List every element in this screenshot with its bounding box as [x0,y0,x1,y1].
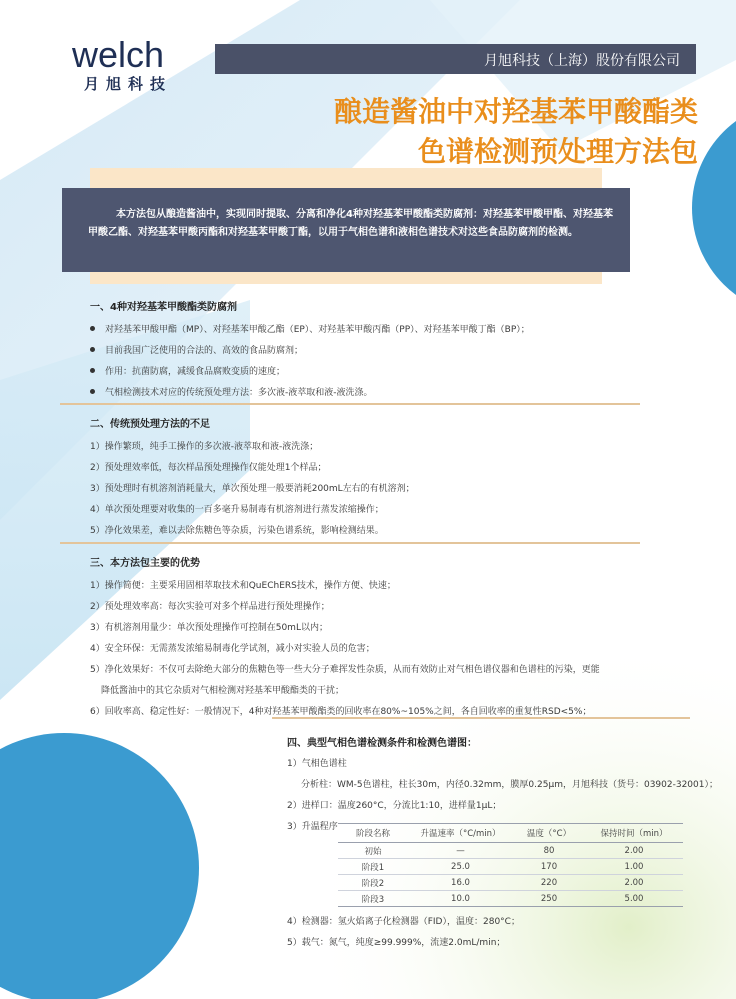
table-cell: 80 [513,843,585,859]
brand-logo [72,36,192,92]
intro-box [62,188,630,272]
list-item: 气相检测技术对应的传统预处理方法：多次液-液萃取和液-液洗涤。 [90,383,650,404]
condition-column-detail: 分析柱：WM-5色谱柱，柱长30m，内径0.32mm，膜厚0.25μm，月旭科技（货号：03902-32001）； [301,780,718,790]
logo-wordmark: welch [72,34,165,75]
logo-subtitle: 月旭科技 [84,75,173,93]
table-header-cell: 阶段名称 [338,824,408,843]
company-banner [215,44,696,74]
table-cell: 170 [513,859,585,875]
page-title [334,92,698,172]
condition-carrier-gas: 5）载气：氮气，纯度≥99.999%，流速2.0mL/min； [287,938,506,948]
section-title: 四、典型气相色谱检测条件和检测色谱图： [287,738,477,749]
table-header-cell: 保持时间（min） [585,824,683,843]
list-item: 6）回收率高、稳定性好：一般情况下，4种对羟基苯甲酸酯类的回收率在80%~105%之间，各自回收率的重复性RSD<5%； [90,707,592,717]
list-item: 2）预处理效率低，每次样品预处理操作仅能处理1个样品； [90,463,327,473]
section-preservatives [90,297,650,404]
bullet-icon [90,326,95,331]
list-item: 对羟基苯甲酸甲酯（MP）、对羟基苯甲酸乙酯（EP）、对羟基苯甲酸丙酯（PP）、对羟基苯甲酸丁酯（BP）； [90,320,650,341]
condition-inlet: 2）进样口：温度260°C，分流比1:10，进样量1μL； [287,801,502,811]
bullet-icon [90,389,95,394]
table-cell: 220 [513,875,585,891]
list-item: 作用：抗菌防腐，减缓食品腐败变质的速度； [90,362,650,383]
bullet-icon [90,347,95,352]
list-item: 1）操作繁琐，纯手工操作的多次液-液萃取和液-液洗涤； [90,442,319,452]
table-cell: 10.0 [408,891,513,907]
table-cell: 2.00 [585,843,683,859]
list-item: 3）预处理时有机溶剂消耗量大，单次预处理一般要消耗200mL左右的有机溶剂； [90,484,415,494]
list-item: 2）预处理效率高：每次实验可对多个样品进行预处理操作； [90,602,330,612]
condition-oven-program: 3）升温程序 [287,822,338,832]
list-item: 5）净化效果好：不仅可去除绝大部分的焦糖色等一些大分子难挥发性杂质，从而有效防止对气相色谱仪器和色谱柱的污染，更能 [90,665,600,675]
table-cell: 阶段2 [338,875,408,891]
section-shortcomings [90,414,650,542]
section-divider [60,542,640,544]
title-line-1: 酿造酱油中对羟基苯甲酸酯类 [333,95,698,128]
table-header-cell: 温度（°C） [513,824,585,843]
company-name: 月旭科技（上海）股份有限公司 [484,53,680,69]
section-advantages [90,553,650,723]
section-divider [60,403,640,405]
table-header-cell: 升温速率（°C/min） [408,824,513,843]
section-title: 二、传统预处理方法的不足 [90,419,210,430]
list-item: 4）安全环保：无需蒸发浓缩易制毒化学试剂，减小对实验人员的危害； [90,644,375,654]
table-cell: 5.00 [585,891,683,907]
table-cell: 初始 [338,843,408,859]
gc-conditions-tail [287,912,520,954]
table-row [338,875,683,891]
intro-text: 本方法包从酿造酱油中，实现同时提取、分离和净化4种对羟基苯甲酸酯类防腐剂：对羟基苯甲酸甲酯、对羟基苯甲酸乙酯、对羟基苯甲酸丙酯和对羟基苯甲酸丁酯，以用于气相色谱和液相色谱技术对这些食品防腐剂的检测。 [88,209,613,238]
bullet-icon [90,368,95,373]
table-cell: 16.0 [408,875,513,891]
table-row [338,843,683,859]
section-divider [272,717,690,719]
table-cell: 250 [513,891,585,907]
condition-column-label: 1）气相色谱柱 [287,759,347,769]
condition-detector: 4）检测器：氢火焰离子化检测器（FID），温度：280°C； [287,917,520,927]
table-cell: 2.00 [585,875,683,891]
table-cell: 25.0 [408,859,513,875]
list-item: 3）有机溶剂用量少：单次预处理操作可控制在50mL以内； [90,623,328,633]
table-row [338,891,683,907]
section-title: 三、本方法包主要的优势 [90,558,200,569]
table-cell: 阶段3 [338,891,408,907]
title-line-2: 色谱检测预处理方法包 [417,135,698,168]
section-title: 一、4种对羟基苯甲酸酯类防腐剂 [90,302,237,313]
list-item: 4）单次预处理要对收集的一百多毫升易制毒有机溶剂进行蒸发浓缩操作； [90,505,384,515]
temperature-program-table [338,823,683,907]
table-row [338,859,683,875]
list-item: 目前我国广泛使用的合法的、高效的食品防腐剂； [90,341,650,362]
list-item: 1）操作简便：主要采用固相萃取技术和QuEChERS技术，操作方便、快速； [90,581,396,591]
table-cell: 阶段1 [338,859,408,875]
table-cell: — [408,843,513,859]
table-cell: 1.00 [585,859,683,875]
table-header-row [338,824,683,843]
list-item-continuation: 降低酱油中的其它杂质对气相检测对羟基苯甲酸酯类的干扰； [101,686,345,696]
list-item: 5）净化效果差，难以去除焦糖色等杂质，污染色谱系统，影响检测结果。 [90,526,384,536]
